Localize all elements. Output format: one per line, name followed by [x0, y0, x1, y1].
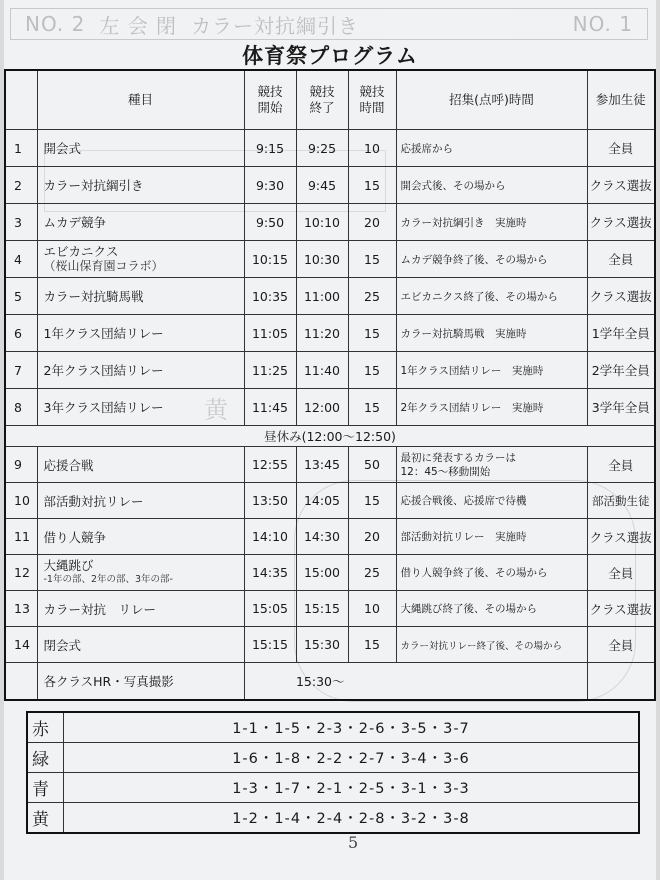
row-participants: クラス選抜	[587, 204, 655, 241]
row-call: 大縄跳び終了後、その場から	[396, 591, 587, 627]
row-event: ムカデ競争	[37, 204, 244, 241]
color-row	[27, 712, 639, 743]
color-row	[27, 803, 639, 834]
row-no: 4	[5, 241, 37, 278]
row-call-sub: 12：45～移動開始	[400, 465, 491, 478]
table-row	[5, 352, 655, 389]
row-participants: クラス選抜	[587, 591, 655, 627]
page-title: 体育祭プログラム	[242, 44, 418, 68]
table-row	[5, 130, 655, 167]
row-end: 11:40	[296, 352, 348, 389]
header-duration-l2: 時間	[359, 100, 385, 115]
row-end: 15:15	[296, 591, 348, 627]
header-start-l2: 開始	[257, 100, 283, 115]
row-duration: 20	[348, 204, 396, 241]
row-call: 部活動対抗リレー 実施時	[396, 519, 587, 555]
row-no: 1	[5, 130, 37, 167]
bleed-right-title: カラー対抗綱引き	[191, 13, 360, 38]
row-start: 12:55	[244, 447, 296, 483]
row-call: 2年クラス団結リレー 実施時	[396, 389, 587, 426]
row-start: 13:50	[244, 483, 296, 519]
row-participants: クラス選抜	[587, 519, 655, 555]
color-name: 赤	[27, 712, 64, 743]
row-end: 10:30	[296, 241, 348, 278]
row-start: 9:30	[244, 167, 296, 204]
color-classes: 1-3・1-7・2-1・2-5・3-1・3-3	[64, 773, 640, 803]
row-event: カラー対抗 リレー	[37, 591, 244, 627]
row-call: カラー対抗騎馬戦 実施時	[396, 315, 587, 352]
lunch-break-row	[5, 426, 655, 447]
row-event-sub: （桜山保育園コラボ）	[43, 259, 164, 273]
row-end: 9:45	[296, 167, 348, 204]
row-end: 11:00	[296, 278, 348, 315]
table-row	[5, 447, 655, 483]
row-no: 10	[5, 483, 37, 519]
header-end-l1: 競技	[309, 84, 335, 99]
bleed-header-bar	[10, 8, 648, 40]
row-participants: クラス選抜	[587, 278, 655, 315]
row-participants: 全員	[587, 447, 655, 483]
bleed-left-no: NO. 2	[25, 12, 86, 36]
row-event: 3年クラス団結リレー	[37, 389, 244, 426]
hr-photo-event: 各クラスHR・写真撮影	[37, 663, 244, 701]
row-event: 借り人競争	[37, 519, 244, 555]
row-participants: 全員	[587, 555, 655, 591]
row-no: 3	[5, 204, 37, 241]
header-event: 種目	[37, 70, 244, 130]
table-row	[5, 315, 655, 352]
row-duration: 15	[348, 315, 396, 352]
row-no: 5	[5, 278, 37, 315]
row-no: 9	[5, 447, 37, 483]
row-end: 11:20	[296, 315, 348, 352]
header-end-l2: 終了	[309, 100, 335, 115]
row-duration: 15	[348, 241, 396, 278]
color-row	[27, 773, 639, 803]
header-no	[5, 70, 37, 130]
row-event: 1年クラス団結リレー	[37, 315, 244, 352]
header-end	[296, 70, 348, 130]
row-duration: 15	[348, 352, 396, 389]
color-classes: 1-2・1-4・2-4・2-8・3-2・3-8	[64, 803, 640, 834]
row-duration: 25	[348, 555, 396, 591]
row-no: 13	[5, 591, 37, 627]
row-no: 11	[5, 519, 37, 555]
row-event: 閉会式	[37, 627, 244, 663]
header-start-l1: 競技	[257, 84, 283, 99]
hr-photo-row	[5, 663, 655, 701]
row-participants: クラス選抜	[587, 167, 655, 204]
color-name: 黄	[27, 803, 64, 834]
table-row	[5, 555, 655, 591]
row-duration: 10	[348, 591, 396, 627]
row-event: カラー対抗騎馬戦	[37, 278, 244, 315]
row-no: 8	[5, 389, 37, 426]
row-duration: 20	[348, 519, 396, 555]
row-start: 15:15	[244, 627, 296, 663]
color-row	[27, 743, 639, 773]
header-duration-l1: 競技	[359, 84, 385, 99]
row-start: 14:10	[244, 519, 296, 555]
row-participants: 全員	[587, 130, 655, 167]
row-event	[37, 555, 244, 591]
row-end: 10:10	[296, 204, 348, 241]
row-participants: 全員	[587, 241, 655, 278]
row-duration: 50	[348, 447, 396, 483]
row-duration: 15	[348, 389, 396, 426]
row-no: 12	[5, 555, 37, 591]
row-call: 応援席から	[396, 130, 587, 167]
row-participants: 部活動生徒	[587, 483, 655, 519]
row-no: 6	[5, 315, 37, 352]
row-duration: 15	[348, 627, 396, 663]
row-duration: 25	[348, 278, 396, 315]
row-participants: 2学年全員	[587, 352, 655, 389]
table-row	[5, 278, 655, 315]
row-start: 15:05	[244, 591, 296, 627]
color-team-table	[26, 711, 640, 834]
row-end: 9:25	[296, 130, 348, 167]
row-end: 14:05	[296, 483, 348, 519]
row-call	[396, 447, 587, 483]
row-event-sub: -1年の部、2年の部、3年の部-	[43, 573, 173, 585]
row-call: カラー対抗綱引き 実施時	[396, 204, 587, 241]
row-event: 応援合戦	[37, 447, 244, 483]
row-duration: 15	[348, 483, 396, 519]
row-call-main: 最初に発表するカラーは	[400, 451, 516, 464]
row-participants: 1学年全員	[587, 315, 655, 352]
row-call	[396, 663, 587, 701]
row-no	[5, 663, 37, 701]
bleed-right-no: NO. 1	[572, 12, 633, 36]
row-duration: 15	[348, 167, 396, 204]
row-end: 15:00	[296, 555, 348, 591]
row-no: 2	[5, 167, 37, 204]
row-end: 15:30	[296, 627, 348, 663]
program-table	[4, 69, 656, 701]
row-call: エビカニクス終了後、その場から	[396, 278, 587, 315]
row-start: 11:45	[244, 389, 296, 426]
row-event: 2年クラス団結リレー	[37, 352, 244, 389]
row-event-main: エビカニクス	[43, 244, 119, 259]
header-participants: 参加生徒	[587, 70, 655, 130]
row-start: 9:15	[244, 130, 296, 167]
table-row	[5, 241, 655, 278]
row-event: カラー対抗綱引き	[37, 167, 244, 204]
row-call: 借り人競争終了後、その場から	[396, 555, 587, 591]
lunch-break-label: 昼休み(12:00～12:50)	[5, 426, 655, 447]
color-classes: 1-6・1-8・2-2・2-7・3-4・3-6	[64, 743, 640, 773]
row-duration: 10	[348, 130, 396, 167]
table-row	[5, 167, 655, 204]
row-event: 開会式	[37, 130, 244, 167]
row-start: 10:35	[244, 278, 296, 315]
row-start: 10:15	[244, 241, 296, 278]
row-start: 9:50	[244, 204, 296, 241]
bleed-big-char: 黄	[204, 396, 228, 424]
row-no: 7	[5, 352, 37, 389]
table-row	[5, 591, 655, 627]
row-participants: 3学年全員	[587, 389, 655, 426]
row-start: 14:35	[244, 555, 296, 591]
row-call: 1年クラス団結リレー 実施時	[396, 352, 587, 389]
table-row	[5, 483, 655, 519]
header-call: 招集(点呼)時間	[396, 70, 587, 130]
table-header-row	[5, 70, 655, 130]
row-no: 14	[5, 627, 37, 663]
header-duration	[348, 70, 396, 130]
row-call: 開会式後、その場から	[396, 167, 587, 204]
row-call: カラー対抗リレー終了後、その場から	[396, 627, 587, 663]
row-event	[37, 241, 244, 278]
row-participants	[587, 663, 655, 701]
row-call: 応援合戦後、応援席で待機	[396, 483, 587, 519]
row-start: 11:25	[244, 352, 296, 389]
row-end: 12:00	[296, 389, 348, 426]
table-row	[5, 519, 655, 555]
table-row	[5, 389, 655, 426]
program-sheet	[4, 0, 656, 880]
color-name: 青	[27, 773, 64, 803]
color-classes: 1-1・1-5・2-3・2-6・3-5・3-7	[64, 712, 640, 743]
row-call: ムカデ競争終了後、その場から	[396, 241, 587, 278]
table-row	[5, 627, 655, 663]
row-end: 14:30	[296, 519, 348, 555]
row-end: 13:45	[296, 447, 348, 483]
row-start: 11:05	[244, 315, 296, 352]
header-start	[244, 70, 296, 130]
bleed-left-title: 左 会 閉	[99, 13, 178, 38]
color-name: 緑	[27, 743, 64, 773]
hr-photo-time: 15:30～	[244, 663, 396, 701]
page-number: 5	[348, 833, 359, 852]
row-event-main: 大縄跳び	[43, 557, 94, 573]
table-row	[5, 204, 655, 241]
row-participants: 全員	[587, 627, 655, 663]
row-event: 部活動対抗リレー	[37, 483, 244, 519]
